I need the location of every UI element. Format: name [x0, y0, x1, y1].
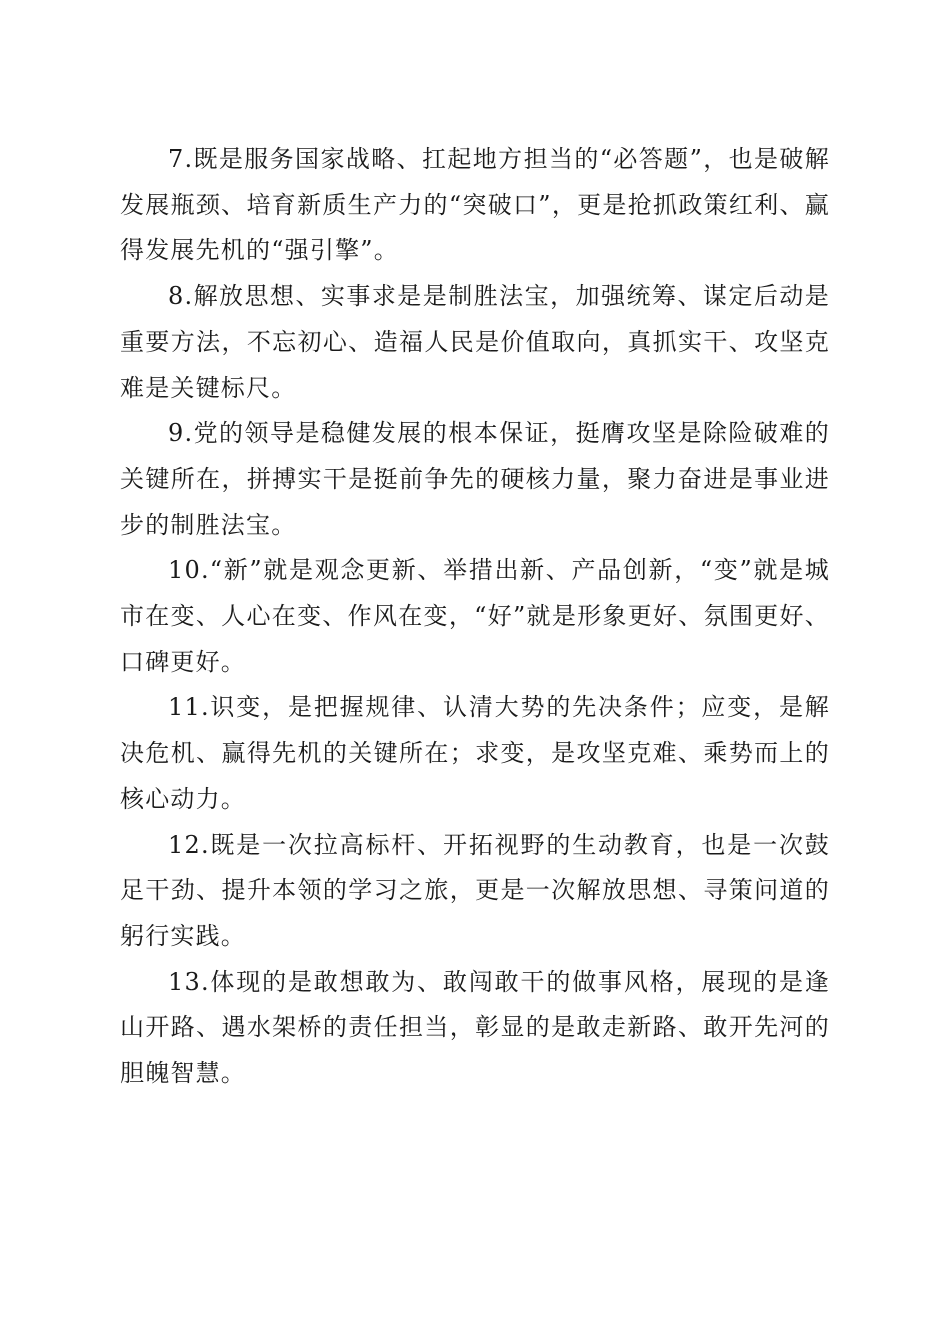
document-body	[120, 137, 830, 1097]
paragraph-13: 13.体现的是敢想敢为、敢闯敢干的做事风格，展现的是逢山开路、遇水架桥的责任担当，彰显的是敢走新路、敢开先河的胆魄智慧。	[120, 967, 830, 1088]
paragraph-11: 11.识变，是把握规律、认清大势的先决条件；应变，是解决危机、赢得先机的关键所在；求变，是攻坚克难、乘势而上的核心动力。	[120, 693, 830, 813]
paragraph-10: 10.“新”就是观念更新、举措出新、产品创新，“变”就是城市在变、人心在变、作风在变，“好”就是形象更好、氛围更好、口碑更好。	[120, 556, 830, 676]
paragraph-9: 9.党的领导是稳健发展的根本保证，挺膺攻坚是除险破难的关键所在，拼搏实干是挺前争先的硬核力量，聚力奋进是事业进步的制胜法宝。	[120, 419, 830, 539]
paragraph-7: 7.既是服务国家战略、扛起地方担当的“必答题”，也是破解发展瓶颈、培育新质生产力的“突破口”，更是抢抓政策红利、赢得发展先机的“强引擎”。	[120, 145, 830, 265]
paragraph-8: 8.解放思想、实事求是是制胜法宝，加强统筹、谋定后动是重要方法，不忘初心、造福人民是价值取向，真抓实干、攻坚克难是关键标尺。	[120, 282, 830, 402]
paragraph-12: 12.既是一次拉高标杆、开拓视野的生动教育，也是一次鼓足干劲、提升本领的学习之旅，更是一次解放思想、寻策问道的躬行实践。	[120, 830, 830, 950]
